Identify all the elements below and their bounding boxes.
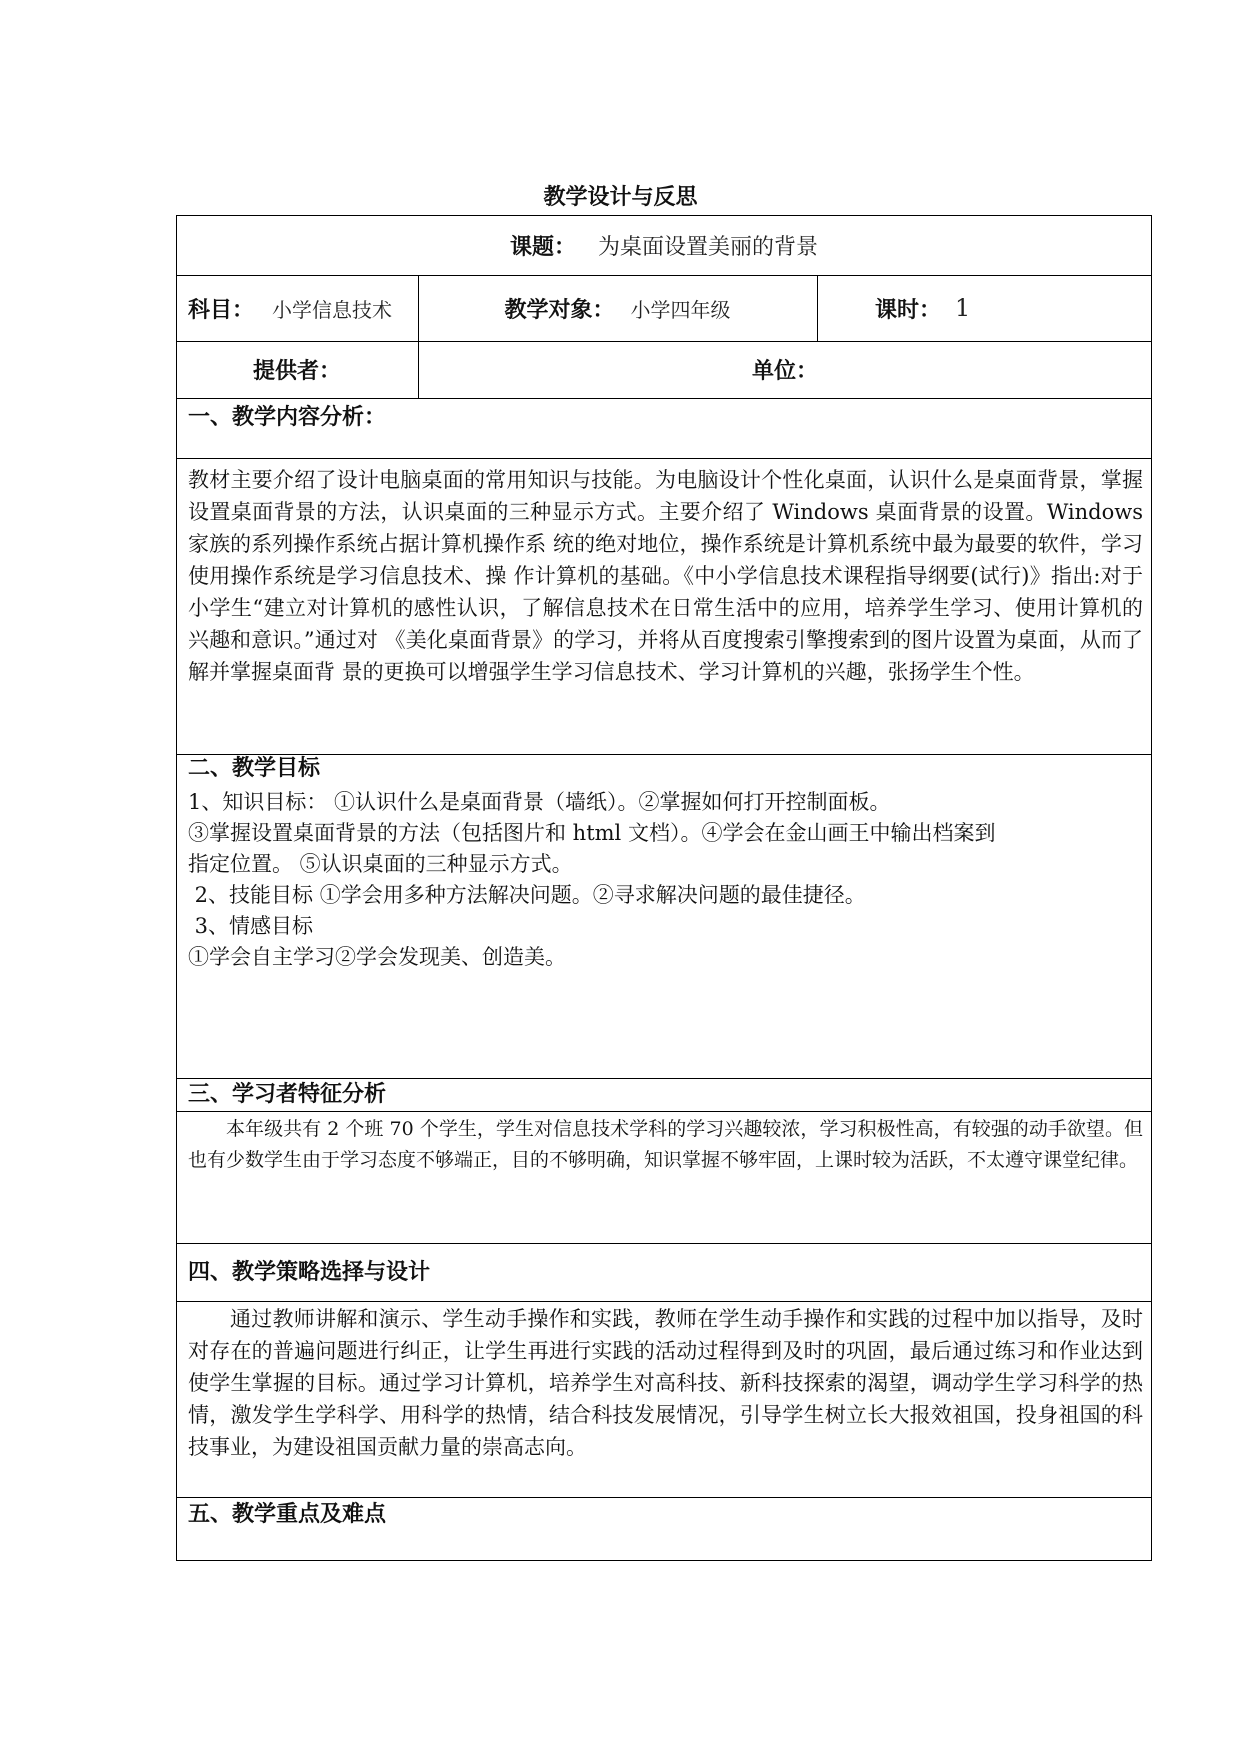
topic-label: 课题： [509,234,576,260]
section-heading-key-points: 五、教学重点及难点 [188,1502,387,1527]
provider-cell [176,341,418,398]
provider-label: 提供者： [252,359,341,384]
row-divider [176,398,1152,399]
section-heading-strategy: 四、教学策略选择与设计 [188,1260,431,1285]
objective-line: ③掌握设置桌面背景的方法（包括图片和 html 文档）。④学会在金山画王中输出档案到 [188,821,996,845]
unit-cell [418,341,1152,398]
topic-row [176,215,1152,275]
subject-cell [188,275,418,341]
strategy-text: 通过教师讲解和演示、学生动手操作和实践，教师在学生动手操作和实践的过程中加以指导，及时对存在的普遍问题进行纠正，让学生再进行实践的活动过程得到及时的巩固，最后通过练习和作业达到使学生掌握的目标。通过学习计算机，培养学生对高科技、新科技探索的渴望，调动学生学习科学的热情，激发学生学科学、用科学的热情，结合科技发展情况，引导学生树立长大报效祖国，投身祖国的科技事业，为建设祖国贡献力量的崇高志向。 [188,1307,1143,1459]
section-heading-content-analysis: 一、教学内容分析： [188,405,387,430]
topic-value: 为桌面设置美丽的背景 [598,234,819,260]
document-title: 教学设计与反思 [543,185,698,210]
objective-line: ①学会自主学习②学会发现美、创造美。 [188,945,566,969]
row-divider [176,1243,1152,1244]
row-divider [176,1111,1152,1112]
objective-line: 1、知识目标： ①认识什么是桌面背景（墙纸）。②掌握如何打开控制面板。 [188,790,891,814]
objective-line: 指定位置。 ⑤认识桌面的三种显示方式。 [188,852,573,876]
row-divider [176,1497,1152,1498]
row-divider [176,1078,1152,1079]
objective-line: 2、技能目标 ①学会用多种方法解决问题。②寻求解决问题的最佳捷径。 [188,883,866,907]
audience-label: 教学对象： [504,297,615,323]
row-divider [176,1301,1152,1302]
audience-cell [418,275,817,341]
section-heading-objectives: 二、教学目标 [188,756,321,781]
section-heading-learner-analysis: 三、学习者特征分析 [188,1082,387,1107]
hours-cell [817,275,1152,341]
subject-value: 小学信息技术 [272,297,393,322]
hours-value: 1 [955,294,971,322]
learner-analysis-text: 本年级共有 2 个班 70 个学生，学生对信息技术学科的学习兴趣较浓，学习积极性高，有较强的动手欲望。但也有少数学生由于学习态度不够端正，目的不够明确，知识掌握不够牢固，上课时较为活跃，不太遵守课堂纪律。 [188,1118,1143,1171]
hours-label: 课时： [875,297,942,323]
objective-line: 3、情感目标 [188,914,314,938]
subject-label: 科目： [188,297,255,323]
row-divider [176,754,1152,755]
unit-label: 单位： [751,359,818,384]
audience-value: 小学四年级 [630,297,731,322]
content-analysis-text: 教材主要介绍了设计电脑桌面的常用知识与技能。为电脑设计个性化桌面，认识什么是桌面背景，掌握设置桌面背景的方法，认识桌面的三种显示方式。主要介绍了 Windows 桌面背景的设置。Windows 家族的系列操作系统占据计算机操作系 统的绝对地位，操作系统是计算机系统中最为最要的软件，学习使用操作系统是学习信息技术、操 作计算机的基础。《中小学信息技术课程指导纲要(试行)》指出:对于小学生“建立对计算机的感性认识，了解信息技术在日常生活中的应用，培养学生学习、使用计算机的兴趣和意识。”通过对 《美化桌面背景》的学习，并将从百度搜索引擎搜索到的图片设置为桌面，从而了解并掌握桌面背 景的更换可以增强学生学习信息技术、学习计算机的兴趣，张扬学生个性。 [188,468,1143,684]
row-divider [176,458,1152,459]
